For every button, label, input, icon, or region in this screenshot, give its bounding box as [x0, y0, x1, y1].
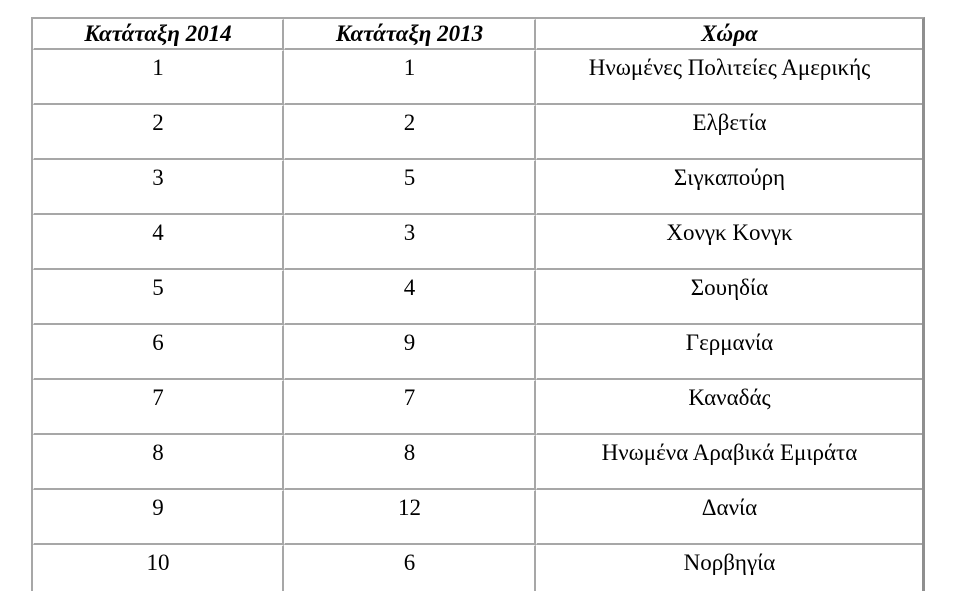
rank-2013-cell: 6 — [284, 545, 536, 591]
table-row — [33, 270, 922, 325]
country-cell: Σιγκαπούρη — [536, 160, 922, 215]
rank-2014-cell: 5 — [33, 270, 284, 325]
rank-2014-cell: 9 — [33, 490, 284, 545]
rank-2014-cell: 6 — [33, 325, 284, 380]
country-cell: Νορβηγία — [536, 545, 922, 591]
rank-2014-cell: 10 — [33, 545, 284, 591]
header-rank-2014: Κατάταξη 2014 — [33, 19, 284, 50]
table-row — [33, 380, 922, 435]
country-cell: Γερμανία — [536, 325, 922, 380]
rank-2013-cell: 8 — [284, 435, 536, 490]
country-cell: Ελβετία — [536, 105, 922, 160]
table-row — [33, 545, 922, 591]
header-rank-2013: Κατάταξη 2013 — [284, 19, 536, 50]
table-row — [33, 435, 922, 490]
table-row — [33, 325, 922, 380]
table-row — [33, 215, 922, 270]
rank-2013-cell: 12 — [284, 490, 536, 545]
country-cell: Σουηδία — [536, 270, 922, 325]
rank-2014-cell: 4 — [33, 215, 284, 270]
rank-2014-cell: 2 — [33, 105, 284, 160]
table-header-row — [33, 19, 922, 50]
country-cell: Χονγκ Κονγκ — [536, 215, 922, 270]
table-row — [33, 160, 922, 215]
country-cell: Καναδάς — [536, 380, 922, 435]
country-cell: Ηνωμένα Αραβικά Εμιράτα — [536, 435, 922, 490]
rank-2014-cell: 7 — [33, 380, 284, 435]
table-row — [33, 490, 922, 545]
rank-2014-cell: 8 — [33, 435, 284, 490]
rank-2013-cell: 9 — [284, 325, 536, 380]
rank-2014-cell: 3 — [33, 160, 284, 215]
rank-2014-cell: 1 — [33, 50, 284, 105]
country-cell: Δανία — [536, 490, 922, 545]
ranking-table — [31, 17, 925, 591]
header-country: Χώρα — [536, 19, 922, 50]
rank-2013-cell: 4 — [284, 270, 536, 325]
rank-2013-cell: 2 — [284, 105, 536, 160]
table-row — [33, 105, 922, 160]
rank-2013-cell: 3 — [284, 215, 536, 270]
country-cell: Ηνωμένες Πολιτείες Αμερικής — [536, 50, 922, 105]
rank-2013-cell: 7 — [284, 380, 536, 435]
rank-2013-cell: 5 — [284, 160, 536, 215]
rank-2013-cell: 1 — [284, 50, 536, 105]
table-row — [33, 50, 922, 105]
